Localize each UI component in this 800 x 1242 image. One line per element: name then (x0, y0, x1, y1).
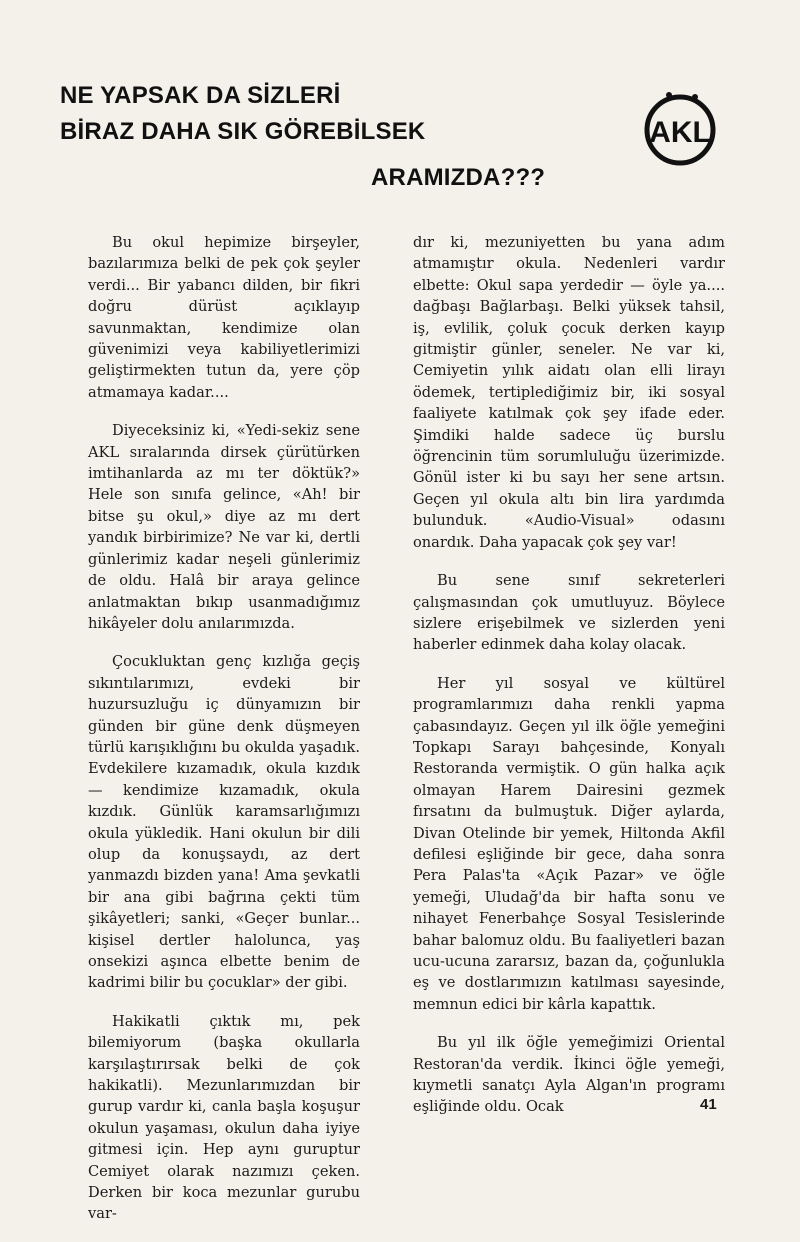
paragraph: Bu yıl ilk öğle yemeğimizi Oriental Restoran'da verdik. İkinci öğle yemeği, kıymetli sanatçı Ayla Algan'ın programı eşliğinde oldu. Ocak (413, 1034, 725, 1116)
headline-line-1: NE YAPSAK DA SİZLERİ (60, 82, 341, 109)
page-number: 41 (700, 1096, 717, 1113)
paragraph: Hakikatli çıktık mı, pek bilemiyorum (başka okullarla karşılaştırırsak belki de çok hakikatli). Mezunlarımızdan bir gurup vardır ki, canla başla koşuşur okulun yaşaması, okulun daha iyiye gitmesi için. Hep aynı guruptur Cemiyet olarak nazımızı çeken. Derken bir koca mezunlar gurubu var- (88, 1012, 360, 1223)
text-column-right (413, 232, 725, 1135)
headline-line-3: ARAMIZDA??? (371, 164, 546, 191)
akl-logo (640, 90, 720, 170)
paragraph: Her yıl sosyal ve kültürel programlarımızı daha renkli yapma çabasındayız. Geçen yıl ilk öğle yemeğini Topkapı Sarayı bahçesinde, Konyalı Restoranda vermiştik. O gün halka açık olmayan Harem Dairesini gezmek fırsatını da bulmuştuk. Diğer aylarda, Divan Otelinde bir yemek, Hiltonda Akfil defilesi eşliğinde bir gece, daha sonra Pera Palas'ta «Açık Pazar» ve öğle yemeği, Uludağ'da bir hafta sonu ve nihayet Fenerbahçe Sosyal Tesislerinde bahar balomuz oldu. Bu faaliyetleri bazan ucu-ucuna zararsız, bazan da, çoğunlukla eş ve dostlarımızın katılması sayesinde, memnun edici bir kârla kapattık. (413, 674, 725, 1013)
paragraph-continued: dır ki, mezuniyetten bu yana adım atmamıştır okula. Nedenleri vardır elbette: Okul sapa yerdedir — öyle ya.... dağbaşı Bağlarbaşı. Belki yüksek tahsil, iş, evlilik, çoluk çocuk derken kayıp gitmiştir günler, seneler. Ne var ki, Cemiyetin yılık aidatı olan elli lirayı ödemek, tertiplediğimiz bir, iki sosyal faaliyete katılmak çok şey ifade eder. Şimdiki halde sadece üç burslu öğrencinin tüm sorumluluğu üzerimizde. Gönül ister ki bu sayı her sene artsın. Geçen yıl okula altı bin lira yardımda bulunduk. «Audio-Visual» odasını onardık. Daha yapacak çok şey var! (413, 234, 725, 551)
paragraph: Çocukluktan genç kızlığa geçiş sıkıntılarımızı, evdeki bir huzursuzluğu iç dünyamızın bir günden bir güne denk düşmeyen türlü karışıklığını bu okulda yaşadık. Evdekilere kızamadık, okula kızdık — kendimize kızamadık, okula kızdık. Günlük karamsarlığımızı okula yükledik. Hani okulun bir dili olup da konuşsaydı, az dert yanmazdı bizden yana! Ama şevkatli bir ana gibi bağrına çekti tüm şikâyetleri; sanki, «Geçer bunlar... kişisel dertler halolunca, yaş onsekizi aşınca elbette benim de kadrimi bilir bu çocuklar» der gibi. (88, 653, 360, 992)
logo-text: AKL (649, 116, 711, 149)
paragraph: Bu sene sınıf sekreterleri çalışmasından çok umutluyuz. Böylece sizlere erişebilmek ve sizlerden yeni haberler edinmek daha kolay olacak. (413, 572, 725, 654)
headline-line-2: BİRAZ DAHA SIK GÖREBİLSEK (60, 118, 426, 145)
paragraph: Bu okul hepimize birşeyler, bazılarımıza belki de pek çok şeyler verdi... Bir yabancı dilden, bir fikri doğru dürüst açıklayıp savunmaktan, kendimize olan güvenimizi veya kabiliyetlerimizi geliştirmekten tutun da, yere çöp atmamaya kadar.... (88, 234, 360, 401)
article-headline (60, 78, 620, 191)
text-column-left (88, 232, 360, 1242)
paragraph: Diyeceksiniz ki, «Yedi-sekiz sene AKL sıralarında dirsek çürütürken imtihanlarda az mı ter döktük?» Hele son sınıfa gelince, «Ah! bir bitse şu okul,» diye az mı dert yandık birbirimize? Ne var ki, dertli günlerimiz kadar neşeli günlerimiz de oldu. Halâ bir araya gelince anlatmaktan bıkıp usanmadığımız hikâyeler dolu anılarımızda. (88, 422, 360, 632)
